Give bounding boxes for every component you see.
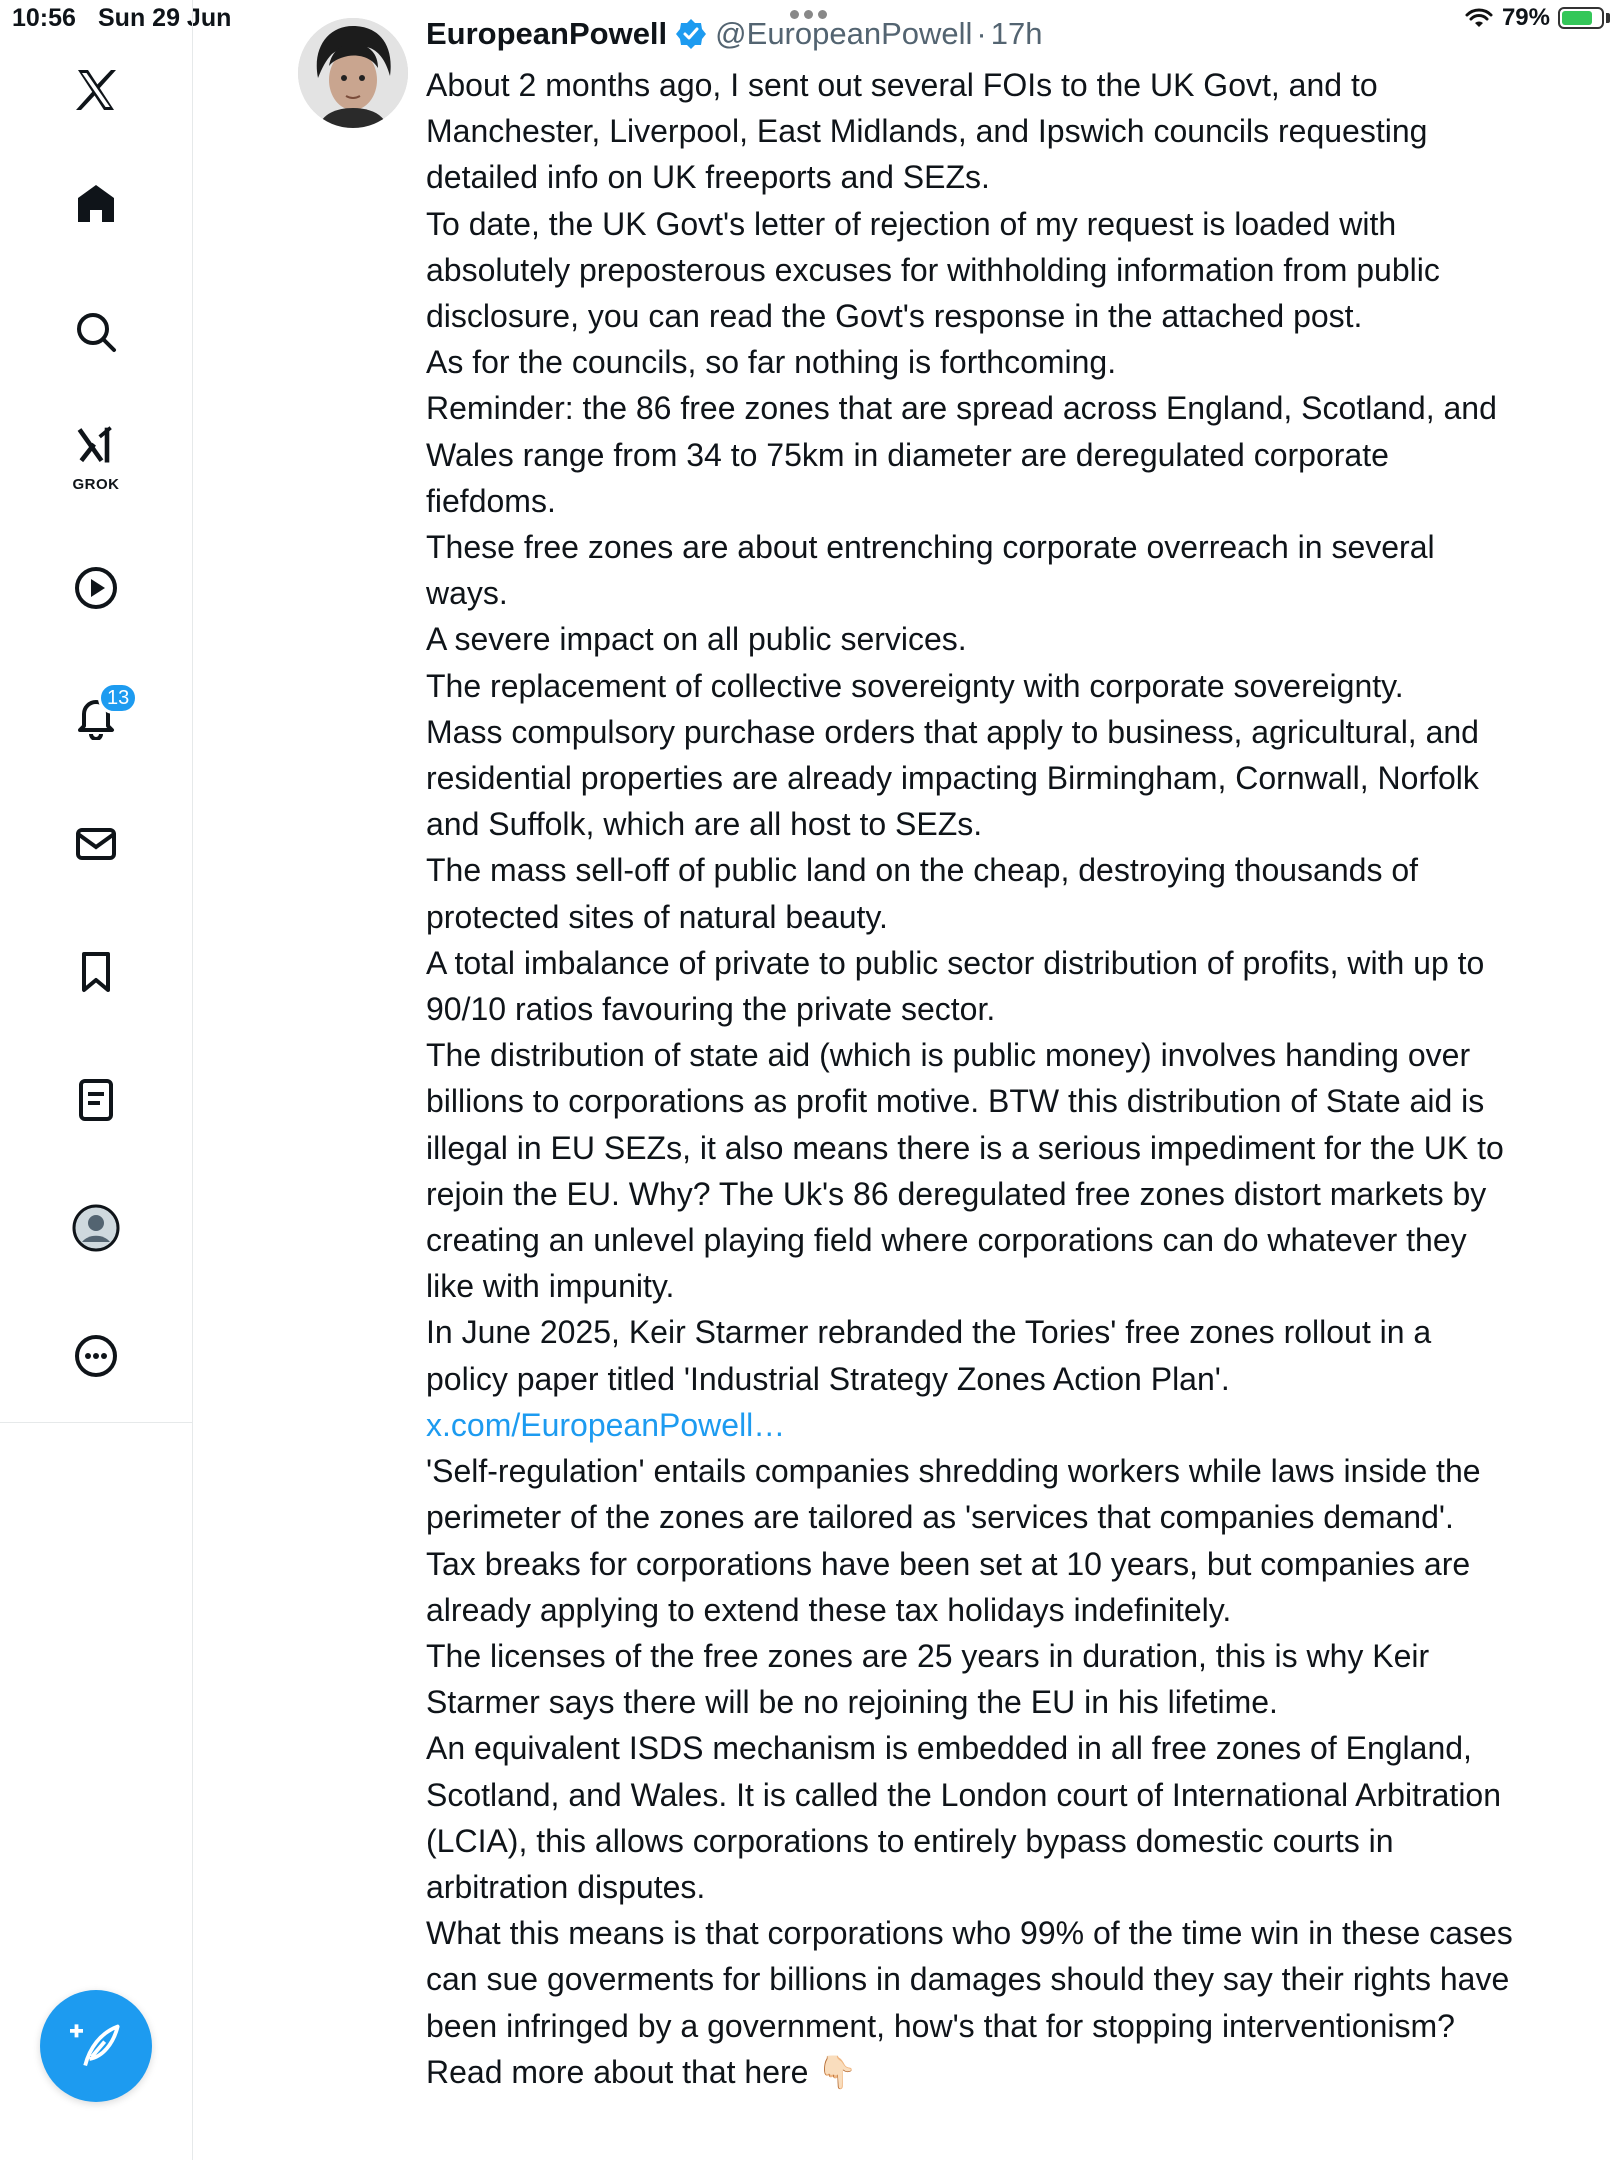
tweet-paragraph: What this means is that corporations who 99% of the time win in these cases can sue goverments for billions in damages should they say their rights have been infringed by a government, how's that for stopping interventionism? Read more about that here 👇🏻 xyxy=(426,1915,1513,2090)
x-logo-icon[interactable] xyxy=(64,58,128,122)
tweet-paragraph: Tax breaks for corporations have been set at 10 years, but companies are already applying to extend these tax holidays indefinitely. xyxy=(426,1545,1471,1628)
tweet-paragraph: In June 2025, Keir Starmer rebranded the Tories' free zones rollout in a policy paper titled 'Industrial Strategy Zones Action Plan'. xyxy=(426,1314,1432,1397)
wifi-icon xyxy=(1464,7,1494,29)
tweet-paragraph: An equivalent ISDS mechanism is embedded in all free zones of England, Scotland, and Wales. It is called the London court of International Arbitration (LCIA), this allows corporations to entirely bypass domestic courts in arbitration disputes. xyxy=(426,1730,1502,1905)
verified-badge-icon xyxy=(675,18,707,50)
timestamp[interactable]: 17h xyxy=(990,16,1043,51)
notifications-icon[interactable] xyxy=(64,684,128,748)
grok-label: GROK xyxy=(72,476,120,493)
tweet-paragraph: The mass sell-off of public land on the cheap, destroying thousands of protected sites of natural beauty. xyxy=(426,852,1419,935)
home-icon[interactable] xyxy=(64,172,128,236)
display-name[interactable]: EuropeanPowell xyxy=(426,16,668,51)
bookmarks-icon[interactable] xyxy=(64,940,128,1004)
sidebar xyxy=(0,0,193,2160)
tweet-paragraph: The replacement of collective sovereignty with corporate sovereignty. xyxy=(426,667,1404,704)
tweet-paragraph: A total imbalance of private to public sector distribution of profits, with up to 90/10 ratios favouring the private sector. xyxy=(426,944,1485,1028)
tweet-paragraph: The distribution of state aid (which is public money) involves handing over billions to corporations as profit motive. BTW this distribution of State aid is illegal in EU SEZs, it also means there is a serious impediment for the UK to rejoin the EU. Why? The Uk's 86 deregulated free zones distort markets by creating an unlevel playing field where corporations can do whatever they like with impunity. xyxy=(426,1037,1504,1305)
tweet-paragraph: As for the councils, so far nothing is forthcoming. xyxy=(426,344,1117,381)
sidebar-divider xyxy=(0,1422,192,1423)
lists-icon[interactable] xyxy=(64,1068,128,1132)
tweet-paragraph: About 2 months ago, I sent out several FOIs to the UK Govt, and to Manchester, Liverpool, East Midlands, and Ipswich councils requesting detailed info on UK freeports and SEZs. xyxy=(426,67,1428,196)
tweet-paragraph: Reminder: the 86 free zones that are spread across England, Scotland, and Wales range from 34 to 75km in diameter are deregulated corporate fiefdoms. xyxy=(426,390,1497,519)
tweet-paragraph: A severe impact on all public services. xyxy=(426,621,967,658)
battery-icon xyxy=(1558,7,1604,29)
tweet-paragraph: 'Self-regulation' entails companies shredding workers while laws inside the perimeter of the zones are tailored as 'services that companies demand'. xyxy=(426,1453,1481,1536)
profile-icon[interactable] xyxy=(64,1196,128,1260)
tweet-text xyxy=(426,62,1516,2095)
search-icon[interactable] xyxy=(64,300,128,364)
tweet-paragraph: To date, the UK Govt's letter of rejection of my request is loaded with absolutely preposterous excuses for withholding information from public disclosure, you can read the Govt's response in the attached post. xyxy=(426,205,1440,335)
more-icon[interactable] xyxy=(64,1324,128,1388)
tweet-paragraph: The licenses of the free zones are 25 years in duration, this is why Keir Starmer says there will be no rejoining the EU in his lifetime. xyxy=(426,1637,1430,1721)
messages-icon[interactable] xyxy=(64,812,128,876)
handle[interactable]: @EuropeanPowell xyxy=(715,16,973,51)
tweet-paragraph: Mass compulsory purchase orders that apply to business, agricultural, and residential properties are already impacting Birmingham, Cornwall, Norfolk and Suffolk, which are all host to SEZs. xyxy=(426,713,1479,843)
notifications-badge: 13 xyxy=(98,682,138,714)
status-date: Sun 29 Jun xyxy=(98,4,232,32)
avatar[interactable] xyxy=(298,18,408,128)
video-icon[interactable] xyxy=(64,556,128,620)
compose-icon xyxy=(70,2020,122,2072)
status-time: 10:56 xyxy=(12,4,76,32)
tweet-header xyxy=(426,14,1042,54)
grok-icon[interactable] xyxy=(64,422,128,493)
tweet-link[interactable]: x.com/EuropeanPowell… xyxy=(426,1406,786,1443)
status-right xyxy=(1464,4,1610,32)
compose-button[interactable] xyxy=(40,1990,152,2102)
battery-tip xyxy=(1606,13,1610,23)
tweet-paragraph: These free zones are about entrenching corporate overreach in several ways. xyxy=(426,529,1435,612)
separator-dot: · xyxy=(976,16,987,51)
battery-percent: 79% xyxy=(1501,4,1550,31)
